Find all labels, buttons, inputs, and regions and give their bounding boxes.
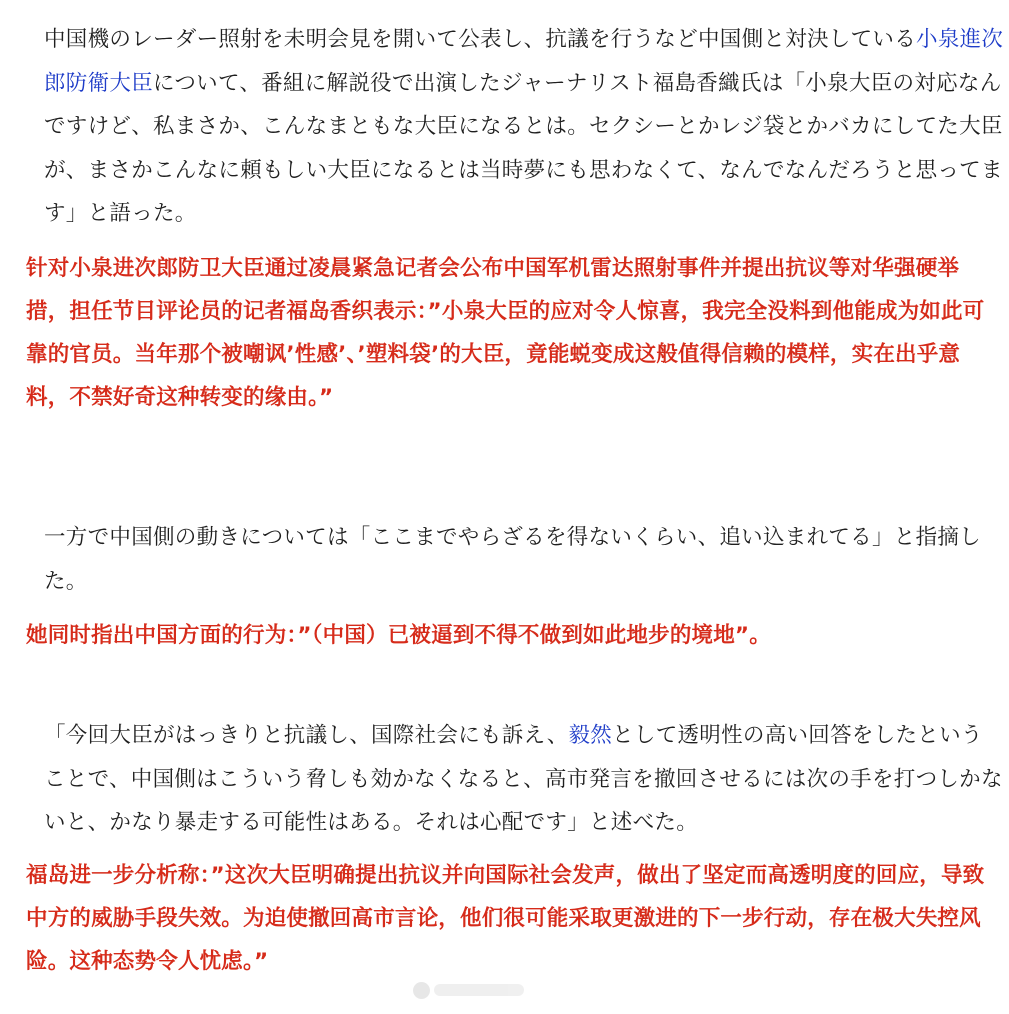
watermark [413, 977, 593, 1003]
japanese-paragraph-3-lead: 「今回大臣がはっきりと抗議し、国際社会にも訴え、 [44, 723, 569, 748]
chinese-translation-2: 她同时指出中国方面的行为：”（中国）已被逼到不得不做到如此地步的境地”。 [26, 623, 771, 648]
japanese-paragraph-1-lead: 中国機のレーダー照射を未明会見を開いて公表し、抗議を行うなど中国側と対決している [44, 27, 917, 52]
minister-koizumi-link[interactable]: 小泉進次郎防衛大臣 [44, 27, 1004, 96]
chinese-translation-3: 福岛进一步分析称：”这次大臣明确提出抗议并向国际社会发声，做出了坚定而高透明度的回应，导致中方的威胁手段失效。为迫使撤回高市言论，他们很可能采取更激进的下一步行动，存在极大失控风险。这种态势令人忧虑。” [26, 863, 985, 974]
japanese-paragraph-1 [26, 18, 1004, 236]
watermark-text-placeholder [434, 984, 524, 996]
japanese-paragraph-3 [26, 714, 1004, 845]
japanese-paragraph-2: 一方で中国側の動きについては「ここまでやらざるを得ないくらい、追い込まれてる」と指摘した。 [44, 525, 981, 594]
chinese-translation-1: 针对小泉进次郎防卫大臣通过凌晨紧急记者会公布中国军机雷达照射事件并提出抗议等对华强硬举措，担任节目评论员的记者福岛香织表示：”小泉大臣的应对令人惊喜，我完全没料到他能成为如此可靠的官员。当年那个被嘲讽’性感’、’塑料袋’的大臣，竟能蜕变成这般值得信赖的模样，实在出乎意料，不禁好奇这种转变的缘由。” [26, 256, 985, 410]
japanese-paragraph-1-tail: について、番組に解説役で出演したジャーナリスト福島香織氏は「小泉大臣の対応なんですけど、私まさか、こんなまともな大臣になるとは。セクシーとかレジ袋とかバカにしてた大臣が、まさかこんなに頼もしい大臣になるとは当時夢にも思わなくて、なんでなんだろうと思ってます」と語った。 [44, 70, 1003, 226]
watermark-logo-icon [413, 982, 430, 999]
japanese-paragraph-3-tail: として透明性の高い回答をしたということで、中国側はこういう脅しも効かなくなると、高市発言を撤回させるには次の手を打つしかないと、かなり暴走する可能性はある。それは心配です」と述べた。 [44, 723, 1003, 835]
resolute-link[interactable]: 毅然 [568, 723, 613, 748]
